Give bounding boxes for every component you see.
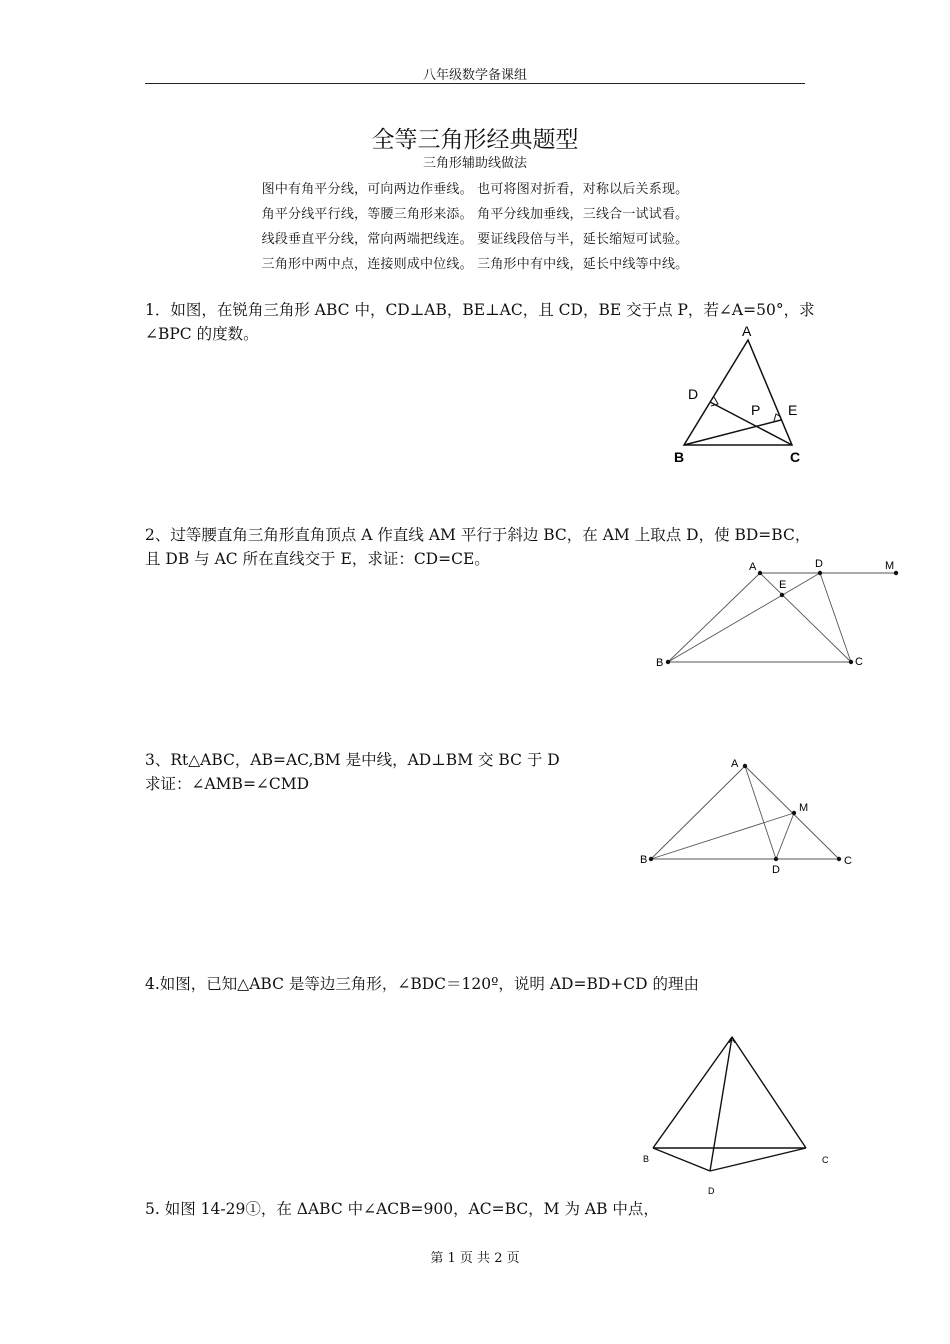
question-text-line: 4.如图，已知△ABC 是等边三角形，∠BDC＝120º，说明 AD=BD+CD 的理由 xyxy=(145,975,699,993)
vertex-label-a: A xyxy=(742,323,752,339)
vertex-label-c: C xyxy=(822,1155,829,1165)
header-divider xyxy=(145,83,805,84)
question-text-line: ∠BPC 的度数。 xyxy=(145,325,259,343)
vertex-label-m: M xyxy=(799,802,809,814)
question-4 xyxy=(145,972,699,996)
rhyme-line: 图中有角平分线，可向两边作垂线。 也可将图对折看，对称以后关系现。 xyxy=(261,182,689,197)
vertex-label-b: B xyxy=(643,1154,650,1164)
vertex-label-e: E xyxy=(788,402,798,418)
vertex-label-c: C xyxy=(790,449,801,465)
question-text-line: 1．如图，在锐角三角形 ABC 中，CD⊥AB，BE⊥AC，且 CD，BE 交于点 P，若∠A=50°，求 xyxy=(145,301,815,319)
question-text-line: 且 DB 与 AC 所在直线交于 E，求证：CD=CE。 xyxy=(145,550,490,568)
rhyme-line: 三角形中两中点，连接则成中位线。 三角形中有中线，延长中线等中线。 xyxy=(261,257,689,272)
vertex-label-d: D xyxy=(772,864,780,876)
figure-1-diagram xyxy=(670,318,820,468)
figure-4-diagram xyxy=(638,1030,838,1200)
question-5 xyxy=(145,1197,659,1221)
document-subtitle: 三角形辅助线做法 xyxy=(422,156,527,171)
figure-2-diagram xyxy=(648,553,908,673)
vertex-label-c: C xyxy=(855,656,863,668)
question-text-line: 3、Rt△ABC，AB=AC,BM 是中线，AD⊥BM 交 BC 于 D xyxy=(145,751,560,769)
vertex-label-e: E xyxy=(779,579,787,591)
vertex-label-d: D xyxy=(688,386,699,402)
document-title: 全等三角形经典题型 xyxy=(371,127,579,153)
vertex-label-m: M xyxy=(885,560,895,572)
rhyme-line: 角平分线平行线，等腰三角形来添。 角平分线加垂线，三线合一试试看。 xyxy=(261,207,689,222)
vertex-label-d: D xyxy=(815,558,823,570)
vertex-label-p: P xyxy=(751,402,761,418)
vertex-label-b: B xyxy=(656,657,664,669)
vertex-label-a: A xyxy=(731,758,739,770)
question-text-line: 求证：∠AMB=∠CMD xyxy=(145,775,310,793)
question-3 xyxy=(145,748,560,796)
vertex-label-a: A xyxy=(729,1035,736,1045)
vertex-label-b: B xyxy=(674,449,685,465)
question-text-line: 5. 如图 14-29①，在 ΔABC 中∠ACB=900，AC=BC，M 为 AB 中点， xyxy=(145,1200,659,1218)
vertex-label-c: C xyxy=(844,855,852,867)
page-header: 八年级数学备课组 xyxy=(422,68,527,83)
vertex-label-d: D xyxy=(708,1186,715,1196)
question-text-line: 2、过等腰直角三角形直角顶点 A 作直线 AM 平行于斜边 BC，在 AM 上取点 D，使 BD=BC， xyxy=(145,526,811,544)
figure-3-diagram xyxy=(636,752,866,882)
vertex-label-b: B xyxy=(640,854,648,866)
vertex-label-a: A xyxy=(749,561,757,573)
page-footer: 第 1 页 共 2 页 xyxy=(430,1251,520,1266)
rhyme-line: 线段垂直平分线，常向两端把线连。 要证线段倍与半，延长缩短可试验。 xyxy=(261,232,689,247)
